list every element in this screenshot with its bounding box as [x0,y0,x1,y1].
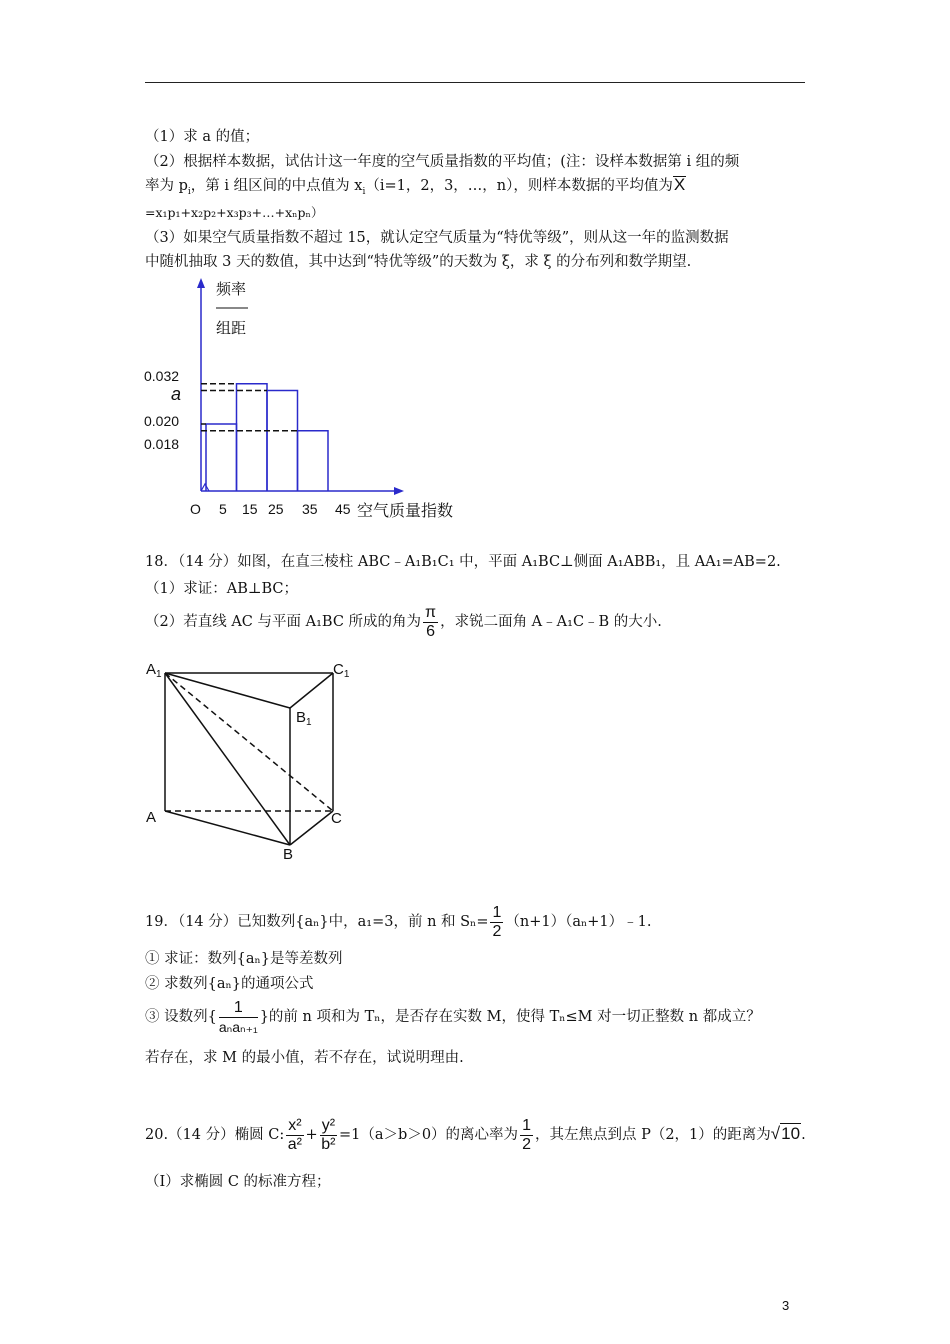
q19-part2: ② 求数列{aₙ}的通项公式 [145,976,314,992]
xtick-5: 5 [219,501,227,517]
reciprocal-fraction: $\frac{1}{\text{aₙaₙ₊₁}}$ [218,998,258,1035]
q17-part3-line2: 中随机抽取 3 天的数值，其中达到“特优等级”的天数为 ξ，求 ξ 的分布列和数学期望. [145,254,692,270]
q19-part3: ③ 设数列{ $\frac{1}{\text{aₙaₙ₊₁}}$ }的前 n 项和为 Tₙ，是否存在实数 M，使得 Tₙ≤M 对一切正整数 n 都成立？ [145,998,761,1035]
xtick-35: 35 [302,501,318,517]
edge-A1B [165,673,290,845]
xtick-15: 15 [242,501,258,517]
edge-A1B1 [165,673,290,708]
q17-part2-line2: 率为 $p_i$，第 i 组区间的中点值为 $x_i(i=1$，2，3，…，n），则样本数据的平均值为X [145,175,686,197]
axis-break [201,484,209,491]
label-A1: $A_1$ [146,661,162,680]
q17-part2-line1: （2）根据样本数据，试估计这一年度的空气质量指数的平均值；(注：设样本数据第 i 组的频 [145,154,740,170]
histogram-bar-5-15 [206,424,237,491]
q20-stem: 20.（14 分）椭圆 C: $\frac{\text{x²}}{\text{a²}}$ + $\frac{\text{y²}}{\text{b²}}$ =1（a＞b＞0）的离心率为 $\frac{1}{2}$ ，其左焦点到点 P（2，1）的距离为√10. [145,1116,806,1153]
histogram-bar-25-35 [267,391,298,492]
label-B1: $B_1$ [296,709,312,728]
eccentricity-fraction: $\frac{1}{2}$ [522,1116,531,1153]
label-C: C [331,810,342,827]
xlabel: 空气质量指数 [357,503,454,520]
ytick-a: a [171,384,182,404]
ytick-0.018: 0.018 [144,436,180,452]
xtick-45: 45 [335,501,351,517]
histogram-figure [140,276,470,521]
header-rule [145,82,805,83]
origin-label: O [190,501,201,517]
histogram-bar-15-25 [237,384,268,491]
sqrt-10: √10 [770,1124,801,1143]
edge-B1C1 [290,673,333,708]
y-axis-arrow [197,278,205,288]
x2-over-a2: $\frac{\text{x²}}{\text{a²}}$ [287,1116,302,1153]
q17-part1: （1）求 a 的值； [145,129,260,145]
mean-x-bar: X [673,175,686,194]
ytick-0.020: 0.020 [144,413,180,429]
pi-over-6-fraction: $\frac{\pi}{6}$ [425,603,437,640]
q17-part3-line1: （3）如果空气质量指数不超过 15，就认定空气质量为“特优等级”，则从这一年的监测数据 [145,230,729,246]
ylabel-top: 频率 [216,281,247,298]
q17-part2-line3: =x₁p₁+x₂p₂+x₃p₃+…+xₙpₙ） [145,205,324,220]
label-B: B [283,846,294,863]
y2-over-b2: $\frac{\text{y²}}{\text{b²}}$ [321,1116,336,1153]
x-axis-arrow [394,487,404,495]
histogram-bar-35-45 [298,431,329,491]
ytick-0.032: 0.032 [144,368,180,384]
q19-part1: ① 求证：数列{aₙ}是等差数列 [145,951,343,967]
edge-BC [290,811,333,845]
q18-part1: （1）求证：AB⊥BC； [145,581,299,597]
q18-part2: （2）若直线 AC 与平面 A₁BC 所成的角为 $\frac{\pi}{6}$ ，求锐二面角 A﹣A₁C﹣B 的大小. [145,603,662,640]
page-number: 3 [782,1298,790,1313]
q19-part3-line2: 若存在，求 M 的最小值，若不存在，试说明理由. [145,1050,464,1066]
q18-stem: 18．（14 分）如图，在直三棱柱 ABC﹣A₁B₁C₁ 中，平面 A₁BC⊥侧面 A₁ABB₁，且 AA₁=AB=2. [145,554,781,570]
xtick-25: 25 [268,501,284,517]
half-fraction: $\frac{1}{2}$ [492,903,502,940]
q20-part1: （Ⅰ）求椭圆 C 的标准方程； [145,1174,331,1190]
edge-AB [165,811,290,845]
label-A: A [146,809,157,826]
prism-figure [140,652,370,867]
label-C1: $C_1$ [333,661,350,680]
ylabel-bottom: 组距 [216,320,247,337]
q19-stem: 19．（14 分）已知数列{aₙ}中，a₁=3，前 n 和 Sₙ= $\frac{1}{2}$ （n+1）（aₙ+1）﹣1. [145,903,652,940]
